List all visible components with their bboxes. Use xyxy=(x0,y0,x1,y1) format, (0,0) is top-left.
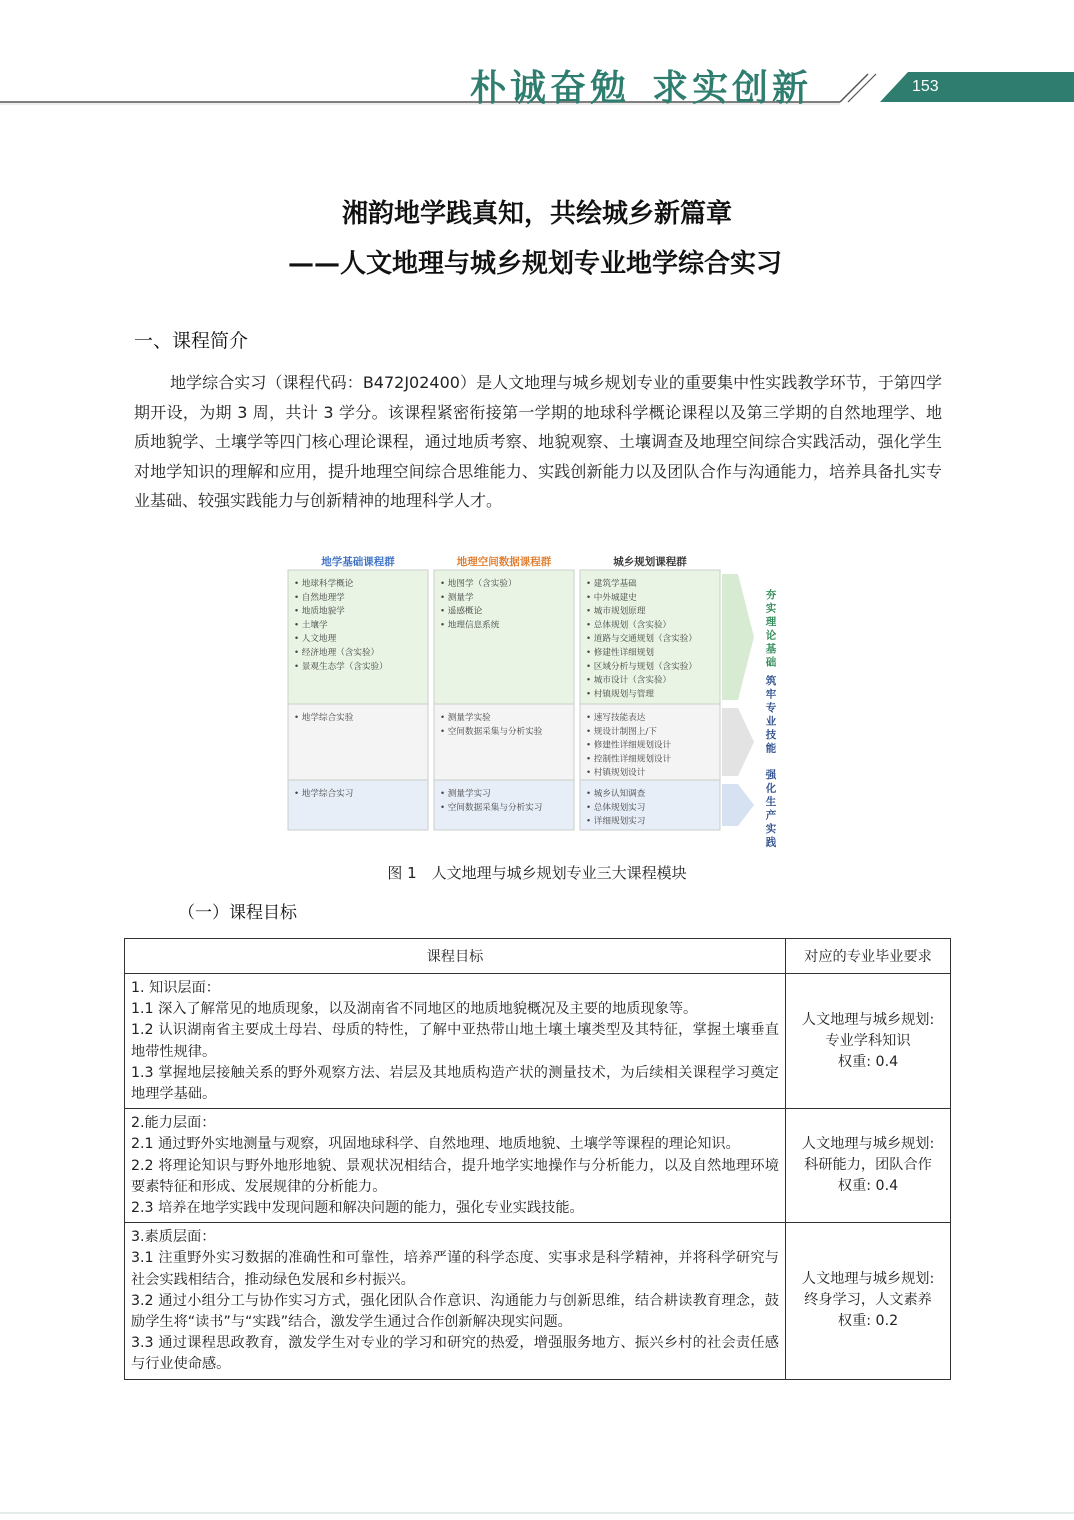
side-label-char: 实 xyxy=(765,823,777,835)
requirement-cell xyxy=(786,1109,951,1223)
figure-caption: 图 1 人文地理与城乡规划专业三大课程模块 xyxy=(387,864,687,882)
side-label-char: 技 xyxy=(765,729,777,741)
course-item: • 修建性详细规划设计 xyxy=(586,740,672,751)
course-item: • 城市规划原理 xyxy=(586,606,646,617)
side-label-char: 强 xyxy=(765,769,777,781)
course-item: • 城乡认知调查 xyxy=(586,789,646,799)
course-item: • 测量学实验 xyxy=(440,713,491,723)
course-item: • 测量学 xyxy=(440,592,474,603)
goal-item: 1.1 深入了解常见的地质现象，以及湖南省不同地区的地质地貌概况及主要的地质现象等。 xyxy=(131,1001,698,1018)
course-item: • 区域分析与规划（含实验） xyxy=(586,661,697,672)
course-item: • 空间数据采集与分析实验 xyxy=(440,726,543,737)
goal-item: 2.1 通过野外实地测量与观察，巩固地球科学、自然地理、地质地貌、土壤学等课程的理论知识。 xyxy=(131,1136,740,1153)
row-arrow xyxy=(722,708,754,776)
requirement-line: 人文地理与城乡规划: xyxy=(801,1011,935,1028)
requirement-line: 人文地理与城乡规划: xyxy=(801,1271,935,1288)
course-item: • 测量学实习 xyxy=(440,789,491,799)
course-item: • 城市设计（含实验） xyxy=(586,675,672,686)
motto-part-1: 朴诚奋勉 xyxy=(470,67,631,109)
goal-item: 3.1 注重野外实习数据的准确性和可靠性，培养严谨的科学态度、实事求是科学精神，并将科学研究与社会实践相结合，推动绿色发展和乡村振兴。 xyxy=(131,1250,779,1288)
page-number: 153 xyxy=(912,78,939,95)
goal-cell-quality xyxy=(125,1223,786,1379)
motto-part-2: 求实创新 xyxy=(652,67,813,109)
module-cell xyxy=(434,570,574,704)
course-item: • 景观生态学（含实验） xyxy=(294,661,388,672)
course-item: • 地图学（含实验） xyxy=(440,579,517,589)
course-goals-table xyxy=(124,938,951,1380)
course-item: • 中外城建史 xyxy=(586,592,637,603)
side-label-char: 础 xyxy=(765,656,777,669)
row-arrow xyxy=(722,784,754,826)
course-group-header: 城乡规划课程群 xyxy=(613,556,687,568)
requirement-weight: 权重: 0.2 xyxy=(837,1313,899,1330)
side-label-char: 能 xyxy=(765,742,777,755)
side-label-char: 化 xyxy=(765,782,777,795)
requirement-line: 专业学科知识 xyxy=(825,1032,911,1049)
requirement-line: 终身学习，人文素养 xyxy=(804,1292,932,1309)
section-heading-course-intro: 一、课程简介 xyxy=(134,330,249,352)
requirement-cell xyxy=(786,1223,951,1379)
course-item: • 速写技能表达 xyxy=(586,713,646,723)
requirement-weight: 权重: 0.4 xyxy=(837,1053,899,1070)
course-item: • 遥感概论 xyxy=(440,606,483,617)
course-item: • 地球科学概论 xyxy=(294,579,354,589)
goal-cell-ability xyxy=(125,1109,786,1223)
goal-cell-knowledge xyxy=(125,974,786,1109)
side-label-char: 理 xyxy=(765,616,777,628)
side-label-char: 实 xyxy=(765,602,777,615)
school-motto xyxy=(470,60,812,111)
goal-heading: 1. 知识层面： xyxy=(131,980,220,996)
goal-item: 2.3 培养在地学实践中发现问题和解决问题的能力，强化专业实践技能。 xyxy=(131,1200,584,1217)
course-item: • 土壤学 xyxy=(294,620,328,631)
course-item: • 道路与交通规划（含实验） xyxy=(586,634,697,645)
course-module-diagram xyxy=(284,552,784,862)
course-item: • 地质地貌学 xyxy=(294,606,345,617)
course-group-header: 地理空间数据课程群 xyxy=(456,556,552,568)
side-label-char: 基 xyxy=(765,643,777,655)
module-cell xyxy=(288,780,428,830)
goal-item: 3.3 通过课程思政教育，激发学生对专业的学习和研究的热爱，增强服务地方、振兴乡村的社会责任感与行业使命感。 xyxy=(131,1335,779,1373)
page-header xyxy=(0,0,1074,110)
requirement-weight: 权重: 0.4 xyxy=(837,1178,899,1195)
course-item: • 建筑学基础 xyxy=(586,579,637,589)
course-item: • 控制性详细规划设计 xyxy=(586,754,672,765)
course-item: • 总体规划实习 xyxy=(586,802,646,813)
course-item: • 地学综合实验 xyxy=(294,713,354,723)
side-label-char: 产 xyxy=(765,809,777,822)
goal-item: 1.2 认识湖南省主要成土母岩、母质的特性，了解中亚热带山地土壤土壤类型及其特征，掌握土壤垂直地带性规律。 xyxy=(131,1022,779,1060)
side-label-char: 筑 xyxy=(765,675,777,687)
course-item: • 总体规划（含实验） xyxy=(586,620,672,631)
column-header-goals: 课程目标 xyxy=(125,939,786,974)
table-header-row xyxy=(125,939,951,974)
side-label-char: 论 xyxy=(765,629,777,642)
goal-item: 1.3 掌握地层接触关系的野外观察方法、岩层及其地质构造产状的测量技术，为后续相关课程学习奠定地理学基础。 xyxy=(131,1064,779,1103)
side-label-char: 业 xyxy=(765,715,777,728)
side-label-char: 践 xyxy=(765,836,777,849)
side-label-char: 夯 xyxy=(765,589,777,601)
course-item: • 自然地理学 xyxy=(294,592,345,603)
subsection-heading-course-goals: （一）课程目标 xyxy=(178,903,297,923)
table-row xyxy=(125,1109,951,1223)
course-item: • 村镇规划设计 xyxy=(586,768,646,779)
course-item: • 地理信息系统 xyxy=(440,620,500,631)
side-label-char: 生 xyxy=(765,796,777,808)
course-item: • 空间数据采集与分析实习 xyxy=(440,802,543,813)
course-item: • 地学综合实习 xyxy=(294,789,354,799)
title-main: 湘韵地学践真知，共绘城乡新篇章 xyxy=(341,199,732,229)
requirement-line: 科研能力，团队合作 xyxy=(804,1157,932,1174)
side-label-char: 专 xyxy=(765,702,777,714)
table-row xyxy=(125,1223,951,1379)
row-arrow xyxy=(722,574,754,700)
course-item: • 经济地理（含实验） xyxy=(294,648,380,658)
goal-item: 3.2 通过小组分工与协作实习方式，强化团队合作意识、沟通能力与创新思维，结合耕读教育理念，鼓励学生将“读书”与“实践”结合，激发学生通过合作创新解决现实问题。 xyxy=(131,1292,779,1331)
goal-heading: 2.能力层面： xyxy=(131,1115,216,1132)
requirement-cell xyxy=(786,974,951,1109)
course-item: • 详细规划实习 xyxy=(586,816,646,827)
goal-heading: 3.素质层面： xyxy=(131,1229,216,1246)
requirement-line: 人文地理与城乡规划: xyxy=(801,1136,935,1153)
course-module-figure xyxy=(284,552,784,862)
table-row xyxy=(125,974,951,1109)
course-item: • 修建性详细规划 xyxy=(586,648,654,658)
course-item: • 规设计制图上/下 xyxy=(586,726,657,737)
course-group-header: 地学基础课程群 xyxy=(321,556,395,568)
column-header-requirements: 对应的专业毕业要求 xyxy=(786,939,951,974)
goal-item: 2.2 将理论知识与野外地形地貌、景观状况相结合，提升地学实地操作与分析能力，以及自然地理环境要素特征和形成、发展规律的分析能力。 xyxy=(131,1157,779,1195)
article-title xyxy=(0,192,1074,292)
side-label-char: 牢 xyxy=(765,688,777,701)
course-item: • 人文地理 xyxy=(294,634,337,645)
intro-paragraph: 地学综合实习（课程代码：B472J02400）是人文地理与城乡规划专业的重要集中性实践教学环节，于第四学期开设，为期 3 周，共计 3 学分。该课程紧密衔接第一学期的地球科学概论课程以及第三学期的自然地理学、地质地貌学、土壤学等四门核心理论课程，通过地质考察、地貌观察、土壤调查及地理空间综合实践活动，强化学生对地学知识的理解和应用，提升地理空间综合思维能力、实践创新能力以及团队合作与沟通能力，培养具备扎实专业基础、较强实践能力与创新精神的地理科学人才。 xyxy=(134,373,942,510)
title-subtitle: ——人文地理与城乡规划专业地学综合实习 xyxy=(287,249,782,279)
course-item: • 村镇规划与管理 xyxy=(586,689,654,700)
footer-rule xyxy=(0,1512,1074,1514)
